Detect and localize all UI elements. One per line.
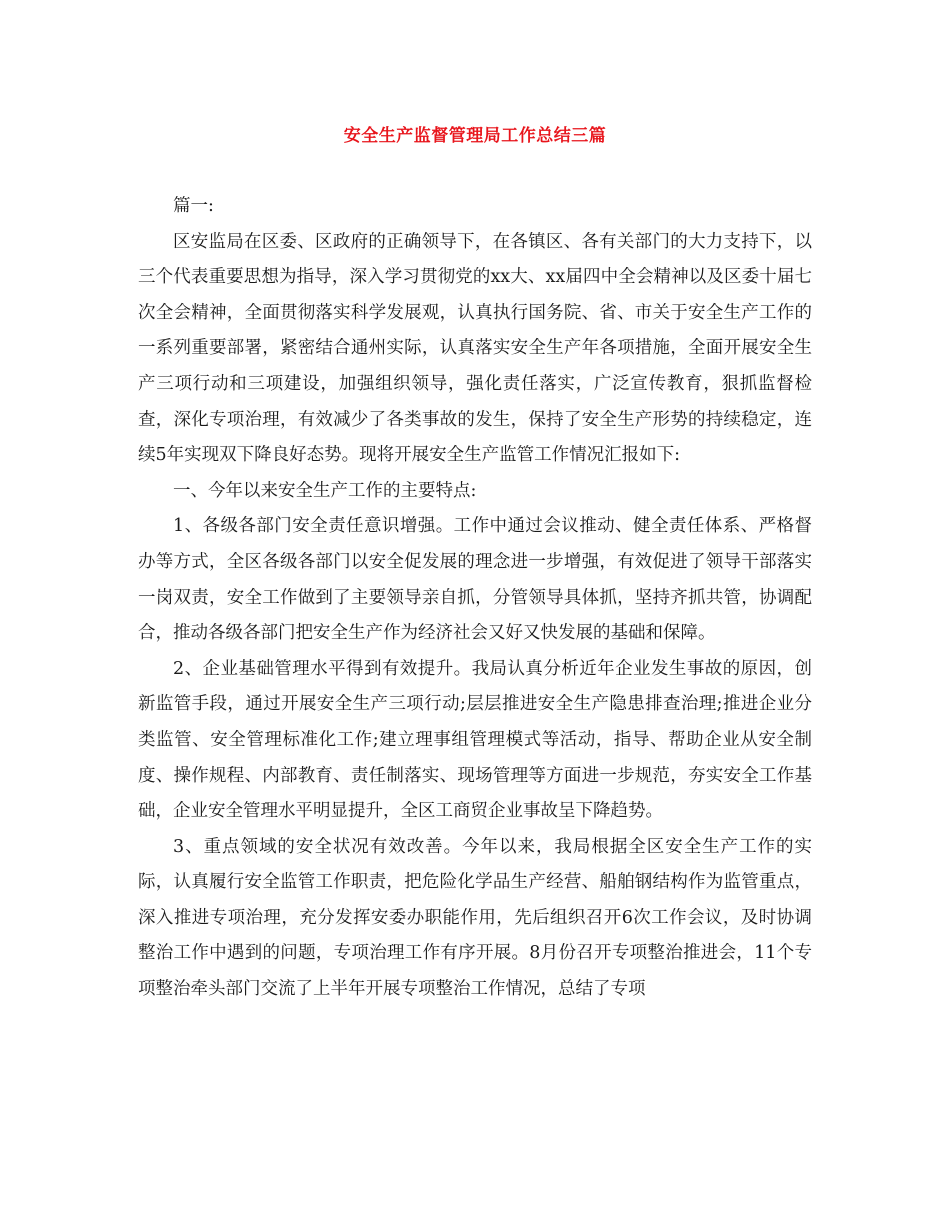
body-paragraph-item-3: 3、重点领域的安全状况有效改善。今年以来，我局根据全区安全生产工作的实际，认真履行安全监管工作职责，把危险化学品生产经营、船舶钢结构作为监管重点，深入推进专项治理，充分发挥安委办职能作用，先后组织召开6次工作会议，及时协调整治工作中遇到的问题，专项治理工作有序开展。8月份召开专项整治推进会，11个专项整治牵头部门交流了上半年开展专项整治工作情况，总结了专项 bbox=[138, 836, 812, 1000]
section-heading-main-features: 一、今年以来安全生产工作的主要特点: bbox=[173, 480, 477, 501]
body-paragraph-intro: 区安监局在区委、区政府的正确领导下，在各镇区、各有关部门的大力支持下，以三个代表重要思想为指导，深入学习贯彻党的xx大、xx届四中全会精神以及区委十届七次全会精神，全面贯彻落实科学发展观，认真执行国务院、省、市关于安全生产工作的一系列重要部署，紧密结合通州实际，认真落实安全生产年各项措施，全面开展安全生产三项行动和三项建设，加强组织领导，强化责任落实，广泛宣传教育，狠抓监督检查，深化专项治理，有效减少了各类事故的发生，保持了安全生产形势的持续稳定，连续5年实现双下降良好态势。现将开展安全生产监管工作情况汇报如下: bbox=[138, 231, 812, 466]
section-heading-part-one: 篇一: bbox=[173, 196, 214, 216]
document-title: 安全生产监督管理局工作总结三篇 bbox=[343, 126, 607, 146]
body-paragraph-item-1: 1、各级各部门安全责任意识增强。工作中通过会议推动、健全责任体系、严格督办等方式，全区各级各部门以安全促发展的理念进一步增强，有效促进了领导干部落实一岗双责，安全工作做到了主要领导亲自抓，分管领导具体抓，坚持齐抓共管，协调配合，推动各级各部门把安全生产作为经济社会又好又快发展的基础和保障。 bbox=[138, 516, 812, 644]
document-body bbox=[138, 189, 812, 1008]
body-paragraph-item-2: 2、企业基础管理水平得到有效提升。我局认真分析近年企业发生事故的原因，创新监管手段，通过开展安全生产三项行动;层层推进安全生产隐患排查治理;推进企业分类监管、安全管理标准化工作;建立理事组管理模式等活动，指导、帮助企业从安全制度、操作规程、内部教育、责任制落实、现场管理等方面进一步规范，夯实安全工作基础，企业安全管理水平明显提升，全区工商贸企业事故呈下降趋势。 bbox=[138, 658, 812, 822]
